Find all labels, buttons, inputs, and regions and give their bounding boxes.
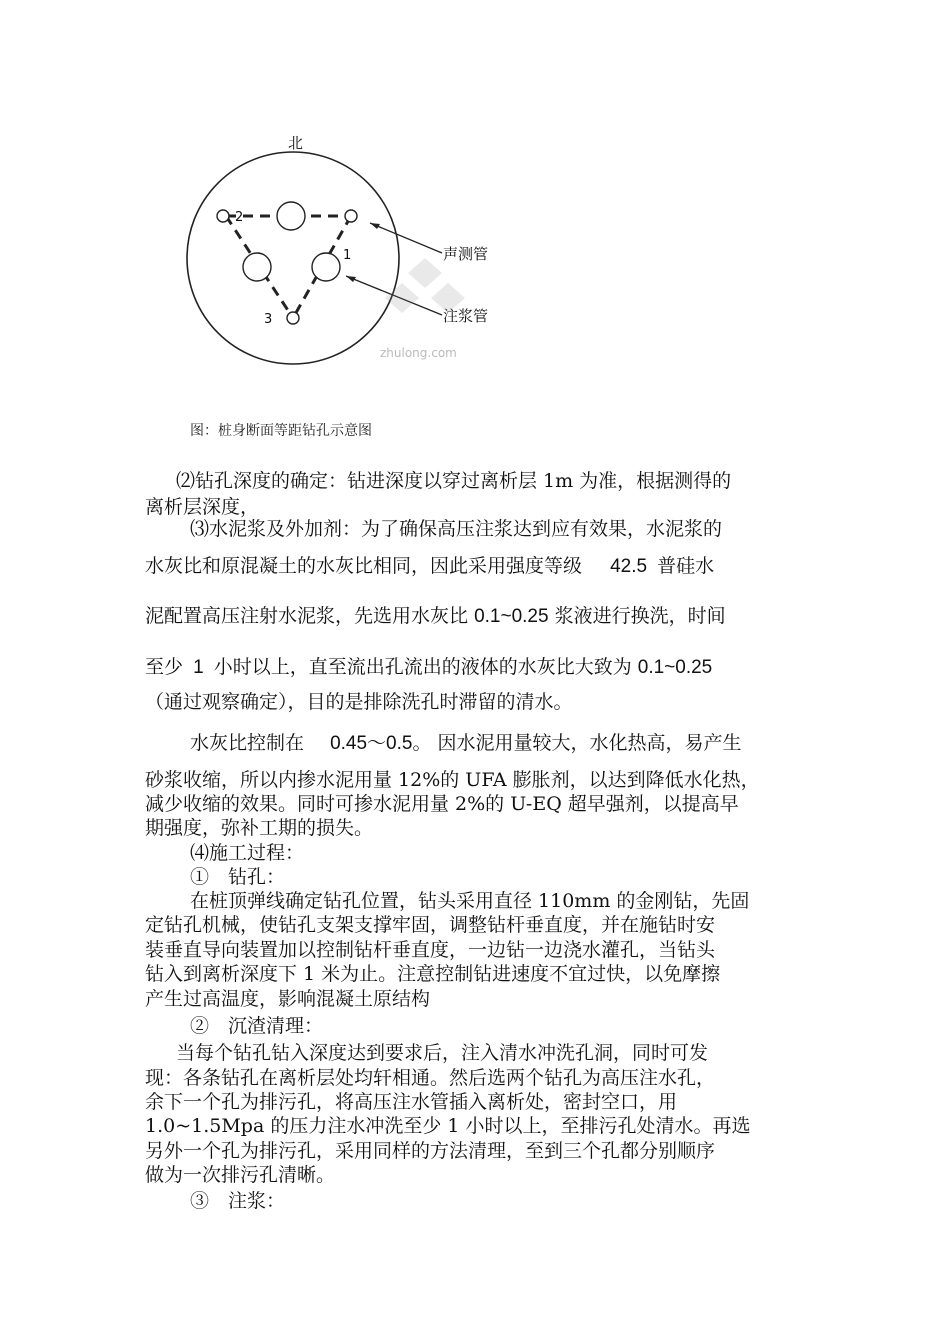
arrow-grout-pipe-icon: [346, 276, 356, 282]
arrow-sound-pipe-icon: [370, 223, 380, 229]
text-line: 期强度，弥补工期的损失。: [145, 817, 374, 839]
text-segment: 泥配置高压注射水泥浆，先选用水灰比: [145, 605, 469, 627]
pile-section-diagram: [180, 128, 500, 378]
sound-pipe-label: 声测管: [443, 245, 489, 263]
watermark-logo-icon: [385, 258, 465, 313]
text-segment: 因水泥用量较大，水化热高，易产生: [437, 732, 742, 754]
text-number: 1: [193, 657, 204, 678]
text-line: 产生过高温度，影响混凝土原结构: [145, 988, 431, 1010]
text-line: 做为一次排污孔清晰。: [145, 1164, 336, 1186]
text-segment: 普硅水: [657, 555, 715, 577]
hole-3: [287, 312, 299, 324]
sound-pipe-top: [277, 202, 305, 230]
text-line: [145, 654, 712, 681]
leader-sound-pipe: [370, 223, 442, 253]
hole-3-label: 3: [264, 312, 273, 327]
text-line: ⑶水泥浆及外加剂：为了确保高压注浆达到应有效果，水泥浆的: [190, 518, 723, 540]
text-line: [145, 553, 714, 580]
sound-pipe-left: [243, 253, 271, 281]
text-line: ③ 注浆：: [190, 1190, 286, 1212]
text-line: 砂浆收缩，所以内掺水泥用量 12%的 UFA 膨胀剂，以达到降低水化热，: [145, 769, 760, 791]
text-line: 钻入到离析深度下 1 米为止。注意控制钻进速度不宜过快，以免摩擦: [145, 963, 721, 985]
text-line: 定钻孔机械，使钻孔支架支撑牢固，调整钻杆垂直度，并在施钻时安: [145, 914, 716, 936]
text-segment: 浆液进行换洗，时间: [554, 605, 726, 627]
text-number: 0.45～0.5。: [330, 733, 432, 754]
text-segment: 水灰比控制在: [190, 732, 305, 754]
text-line: 现：各条钻孔在离析层处均轩相通。然后选两个钻孔为高压注水孔，: [145, 1067, 716, 1089]
text-line: 装垂直导向装置加以控制钻杆垂直度，一边钻一边浇水灌孔，当钻头: [145, 939, 716, 961]
grout-pipe-label: 注浆管: [443, 307, 489, 325]
text-line: 减少收缩的效果。同时可掺水泥用量 2%的 U-EQ 超早强剂，以提高早: [145, 793, 739, 815]
text-line: 离析层深度，: [145, 496, 260, 518]
watermark-text: zhulong.com: [380, 346, 457, 360]
text-line: ⑵钻孔深度的确定：钻进深度以穿过离析层 1m 为准，根据测得的: [176, 470, 732, 492]
sound-pipe-right: [312, 253, 340, 281]
text-line: （通过观察确定），目的是排除洗孔时滞留的清水。: [145, 691, 573, 713]
text-line: ① 钻孔：: [190, 866, 286, 888]
text-segment: 水灰比和原混凝土的水灰比相同，因此采用强度等级: [145, 555, 583, 577]
text-line: 1.0~1.5Mpa 的压力注水冲洗至少 1 小时以上，至排污孔处清水。再选: [145, 1115, 751, 1137]
text-number: 42.5: [610, 556, 648, 577]
text-line: 在桩顶弹线确定钻孔位置，钻头采用直径 110mm 的金刚钻，先固: [190, 890, 750, 912]
hole-2: [217, 210, 229, 222]
hole-2-label: 2: [235, 210, 244, 225]
text-line: ⑷施工过程：: [190, 842, 305, 864]
pile-section-figure: [180, 128, 500, 378]
north-label: 北: [288, 134, 304, 152]
hole-1-top: [345, 210, 357, 222]
pile-outline: [187, 152, 399, 364]
text-line: 余下一个孔为排污孔，将高压注水管插入离析处，密封空口，用: [145, 1091, 678, 1113]
text-line: [190, 730, 742, 757]
text-number: 0.1~0.25: [474, 606, 549, 627]
text-segment: 小时以上，直至流出孔流出的液体的水灰比大致为: [213, 656, 632, 678]
text-line: ② 沉渣清理：: [190, 1015, 324, 1037]
hole-1-label: 1: [343, 248, 352, 263]
text-number: 0.1~0.25: [637, 657, 713, 678]
text-line: 另外一个孔为排污孔，采用同样的方法清理，至到三个孔都分别顺序: [145, 1140, 716, 1162]
text-line: 当每个钻孔钻入深度达到要求后，注入清水冲洗孔洞，同时可发: [176, 1042, 709, 1064]
figure-caption: 图：桩身断面等距钻孔示意图: [190, 423, 372, 439]
text-line: [145, 603, 726, 630]
text-segment: 至少: [145, 656, 184, 678]
